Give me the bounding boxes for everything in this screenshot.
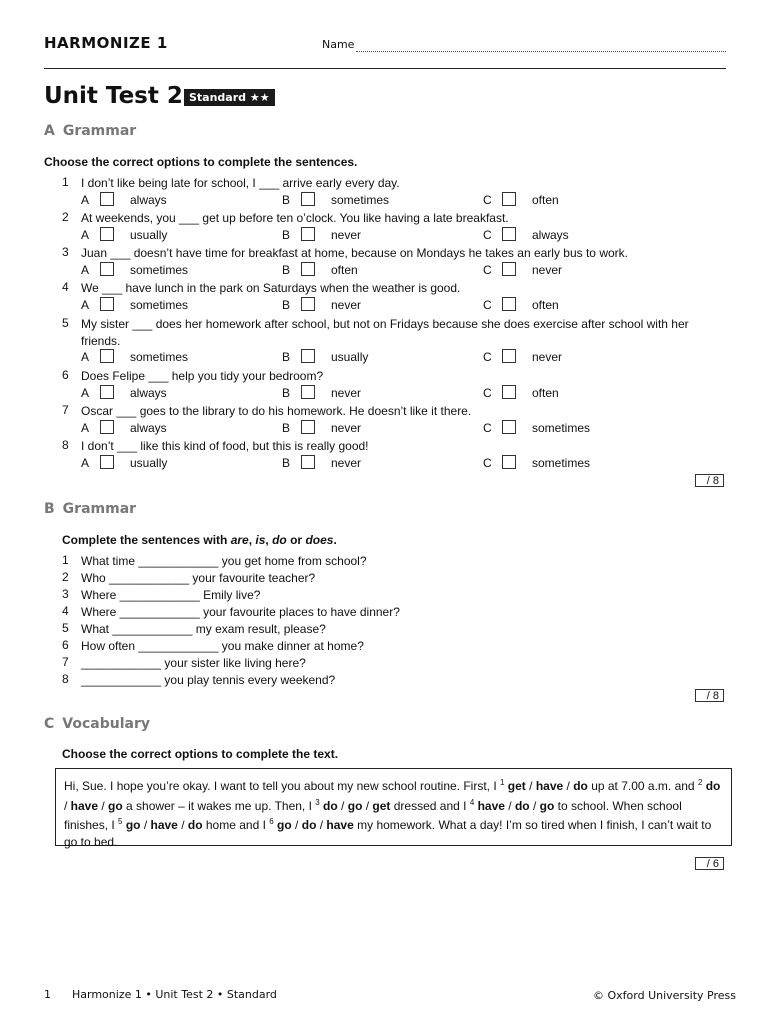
item-text[interactable]: How often ____________ you make dinner at home? xyxy=(81,639,364,653)
word-option[interactable]: have xyxy=(150,818,178,832)
word-option[interactable]: have xyxy=(326,818,354,832)
option-letter: B xyxy=(282,350,291,364)
section-a-title: Grammar xyxy=(62,123,137,139)
question-number: 8 xyxy=(62,438,69,452)
option-letter: A xyxy=(81,350,90,364)
section-c-title: Vocabulary xyxy=(62,716,150,732)
word-option[interactable]: do xyxy=(187,818,203,832)
text-fragment: / xyxy=(98,798,109,813)
option-letter: C xyxy=(483,298,492,312)
option-letter: A xyxy=(81,228,90,242)
gap-number: 1 xyxy=(500,778,505,787)
question-number: 3 xyxy=(62,245,69,259)
option-word: never xyxy=(331,421,362,435)
level-badge: Standard ★★ xyxy=(184,89,275,106)
checkbox[interactable] xyxy=(502,227,516,241)
section-c-text-box xyxy=(55,768,732,849)
option-word: never xyxy=(532,350,563,364)
text-fragment: / xyxy=(504,798,515,813)
option-word: always xyxy=(532,228,569,242)
option-letter: A xyxy=(81,456,90,470)
text-fragment: / xyxy=(291,818,302,832)
brand-logo: HARMONIZE 1 xyxy=(44,34,168,52)
option-letter: C xyxy=(483,193,492,207)
word-option[interactable]: go xyxy=(347,798,363,813)
option-letter: B xyxy=(282,456,291,470)
page-title: Unit Test 2 xyxy=(44,83,183,109)
option-word: usually xyxy=(331,350,369,364)
option-word: usually xyxy=(130,228,168,242)
footer-page-number: 1 xyxy=(44,988,51,1001)
text-fragment: up at 7.00 a.m. and xyxy=(587,779,698,793)
checkbox[interactable] xyxy=(100,455,114,469)
question-number: 2 xyxy=(62,210,69,224)
option-word: usually xyxy=(130,456,168,470)
header-divider xyxy=(44,68,726,69)
option-letter: C xyxy=(483,350,492,364)
option-word: often xyxy=(532,386,559,400)
word-option[interactable]: do xyxy=(319,798,338,813)
option-letter: B xyxy=(282,263,291,277)
option-letter: C xyxy=(483,228,492,242)
word-option[interactable]: have xyxy=(535,779,564,793)
text-fragment: / xyxy=(337,798,348,813)
section-b-letter: B xyxy=(44,501,55,517)
option-letter: A xyxy=(81,386,90,400)
checkbox[interactable] xyxy=(301,192,315,206)
option-word: sometimes xyxy=(331,193,390,207)
text-fragment: / xyxy=(177,818,188,832)
checkbox[interactable] xyxy=(100,227,114,241)
question-text: I don’t ___ like this kind of food, but this is really good! xyxy=(81,439,369,453)
checkbox[interactable] xyxy=(100,192,114,206)
option-word: often xyxy=(532,298,559,312)
option-word: never xyxy=(331,228,362,242)
option-letter: C xyxy=(483,263,492,277)
word-option[interactable]: have xyxy=(70,798,99,813)
item-text[interactable]: Where ____________ your favourite places to have dinner? xyxy=(81,605,400,619)
checkbox[interactable] xyxy=(502,420,516,434)
word-option[interactable]: do xyxy=(702,779,721,793)
question-text: Oscar ___ goes to the library to do his homework. He doesn’t like it there. xyxy=(81,404,472,418)
question-text: At weekends, you ___ get up before ten o’clock. You like having a late breakfast. xyxy=(81,211,509,225)
checkbox[interactable] xyxy=(100,297,114,311)
option-letter: B xyxy=(282,421,291,435)
word-option[interactable]: do xyxy=(301,818,317,832)
text-fragment: my homework. What a day! I’m so tired when I finish, I can’t wait to go to bed. xyxy=(64,818,712,849)
section-c-letter: C xyxy=(44,716,55,732)
footer-title: Harmonize 1 • Unit Test 2 • Standard xyxy=(72,988,277,1001)
checkbox[interactable] xyxy=(301,455,315,469)
question-text: Does Felipe ___ help you tidy your bedroom? xyxy=(81,369,324,383)
text-fragment: / xyxy=(563,779,574,793)
question-number: 5 xyxy=(62,316,69,330)
text-fragment: Hi, Sue. I hope you’re okay. I want to tell you about my new school routine. First, I xyxy=(64,779,500,793)
checkbox[interactable] xyxy=(502,385,516,399)
checkbox[interactable] xyxy=(301,420,315,434)
name-label: Name xyxy=(322,38,355,51)
checkbox[interactable] xyxy=(100,420,114,434)
text-fragment: / xyxy=(362,798,373,813)
text-fragment: / xyxy=(316,818,327,832)
text-fragment: home and I xyxy=(202,818,270,832)
checkbox[interactable] xyxy=(301,349,315,363)
question-number: 4 xyxy=(62,280,69,294)
section-b-title: Grammar xyxy=(62,501,137,517)
name-field-line[interactable] xyxy=(356,51,726,52)
option-letter: C xyxy=(483,456,492,470)
checkbox[interactable] xyxy=(301,227,315,241)
checkbox[interactable] xyxy=(301,262,315,276)
word-option[interactable]: go xyxy=(122,818,141,832)
word-option[interactable]: do xyxy=(514,798,530,813)
word-option[interactable]: get xyxy=(372,798,391,813)
checkbox[interactable] xyxy=(502,349,516,363)
word-option[interactable]: go xyxy=(273,818,292,832)
question-number: 1 xyxy=(62,175,69,189)
gap-number: 2 xyxy=(697,778,703,787)
item-text[interactable]: ____________ your sister like living here? xyxy=(81,656,306,670)
option-word: always xyxy=(130,386,167,400)
option-word: often xyxy=(331,263,358,277)
word-option[interactable]: do xyxy=(573,779,588,793)
item-number: 4 xyxy=(62,604,69,618)
option-word: sometimes xyxy=(532,456,591,470)
question-text: Juan ___ doesn’t have time for breakfast at home, because on Mondays he takes an early bus to work. xyxy=(81,246,628,260)
checkbox[interactable] xyxy=(100,385,114,399)
checkbox[interactable] xyxy=(301,297,315,311)
section-a-heading xyxy=(44,123,136,139)
option-word: always xyxy=(130,193,167,207)
option-letter: B xyxy=(282,228,291,242)
item-text[interactable]: Who ____________ your favourite teacher? xyxy=(81,571,316,585)
option-word: never xyxy=(331,386,362,400)
option-letter: A xyxy=(81,421,90,435)
section-c-instruction: Choose the correct options to complete the text. xyxy=(62,747,339,761)
checkbox[interactable] xyxy=(502,192,516,206)
section-b-heading xyxy=(44,501,136,517)
option-word: sometimes xyxy=(130,350,189,364)
word-option[interactable]: get xyxy=(504,779,526,793)
item-text[interactable]: What time ____________ you get home from school? xyxy=(81,554,367,568)
option-letter: B xyxy=(282,193,291,207)
option-letter: C xyxy=(483,421,492,435)
option-word: sometimes xyxy=(130,263,189,277)
checkbox[interactable] xyxy=(100,262,114,276)
text-fragment: a shower – it wakes me up. Then, I xyxy=(122,798,316,813)
item-number: 2 xyxy=(62,570,69,584)
option-letter: A xyxy=(81,263,90,277)
section-b-instruction: Complete the sentences with are, is, do or does. xyxy=(62,533,337,547)
checkbox[interactable] xyxy=(100,349,114,363)
text-fragment: / xyxy=(140,818,151,832)
gap-number: 5 xyxy=(118,817,123,826)
text-fragment: to school. When school finishes, I xyxy=(64,798,682,832)
option-letter: B xyxy=(282,386,291,400)
word-option[interactable]: have xyxy=(474,798,505,813)
question-text: My sister ___ does her homework after school, but not on Fridays because she does exercise after school with her friends. xyxy=(81,317,689,348)
item-number: 3 xyxy=(62,587,69,601)
item-number: 8 xyxy=(62,672,69,686)
option-letter: A xyxy=(81,298,90,312)
item-text[interactable]: What ____________ my exam result, please? xyxy=(81,622,326,636)
word-option[interactable]: go xyxy=(108,798,123,813)
footer-copyright: © Oxford University Press xyxy=(593,989,737,1002)
checkbox[interactable] xyxy=(502,455,516,469)
option-word: often xyxy=(532,193,559,207)
gap-number: 4 xyxy=(469,797,475,807)
option-word: never xyxy=(331,456,362,470)
section-c-heading xyxy=(44,716,150,732)
section-c-score: / 6 xyxy=(695,857,724,870)
option-word: always xyxy=(130,421,167,435)
word-option[interactable]: go xyxy=(539,798,555,813)
item-number: 1 xyxy=(62,553,69,567)
option-letter: C xyxy=(483,386,492,400)
text-fragment: / xyxy=(529,798,540,813)
question-number: 6 xyxy=(62,368,69,382)
section-a-letter: A xyxy=(44,123,55,139)
question-text: I don’t like being late for school, I ___ arrive early every day. xyxy=(81,176,400,190)
section-a-score: / 8 xyxy=(695,474,724,487)
gap-number: 6 xyxy=(269,817,274,826)
text-fragment: / xyxy=(525,779,536,793)
question-text: We ___ have lunch in the park on Saturdays when the weather is good. xyxy=(81,281,461,295)
text-fragment: dressed and I xyxy=(390,798,470,813)
option-letter: B xyxy=(282,298,291,312)
gap-number: 3 xyxy=(315,797,320,807)
option-word: never xyxy=(532,263,563,277)
option-word: sometimes xyxy=(532,421,591,435)
item-number: 5 xyxy=(62,621,69,635)
option-word: never xyxy=(331,298,362,312)
item-number: 7 xyxy=(62,655,69,669)
checkbox[interactable] xyxy=(502,297,516,311)
option-letter: A xyxy=(81,193,90,207)
option-word: sometimes xyxy=(130,298,189,312)
text-fragment: / xyxy=(64,798,71,813)
item-text[interactable]: Where ____________ Emily live? xyxy=(81,588,261,602)
section-a-instruction: Choose the correct options to complete the sentences. xyxy=(44,155,358,169)
section-b-score: / 8 xyxy=(695,689,724,702)
question-number: 7 xyxy=(62,403,69,417)
checkbox[interactable] xyxy=(502,262,516,276)
checkbox[interactable] xyxy=(301,385,315,399)
item-text[interactable]: ____________ you play tennis every weekend? xyxy=(81,673,336,687)
item-number: 6 xyxy=(62,638,69,652)
